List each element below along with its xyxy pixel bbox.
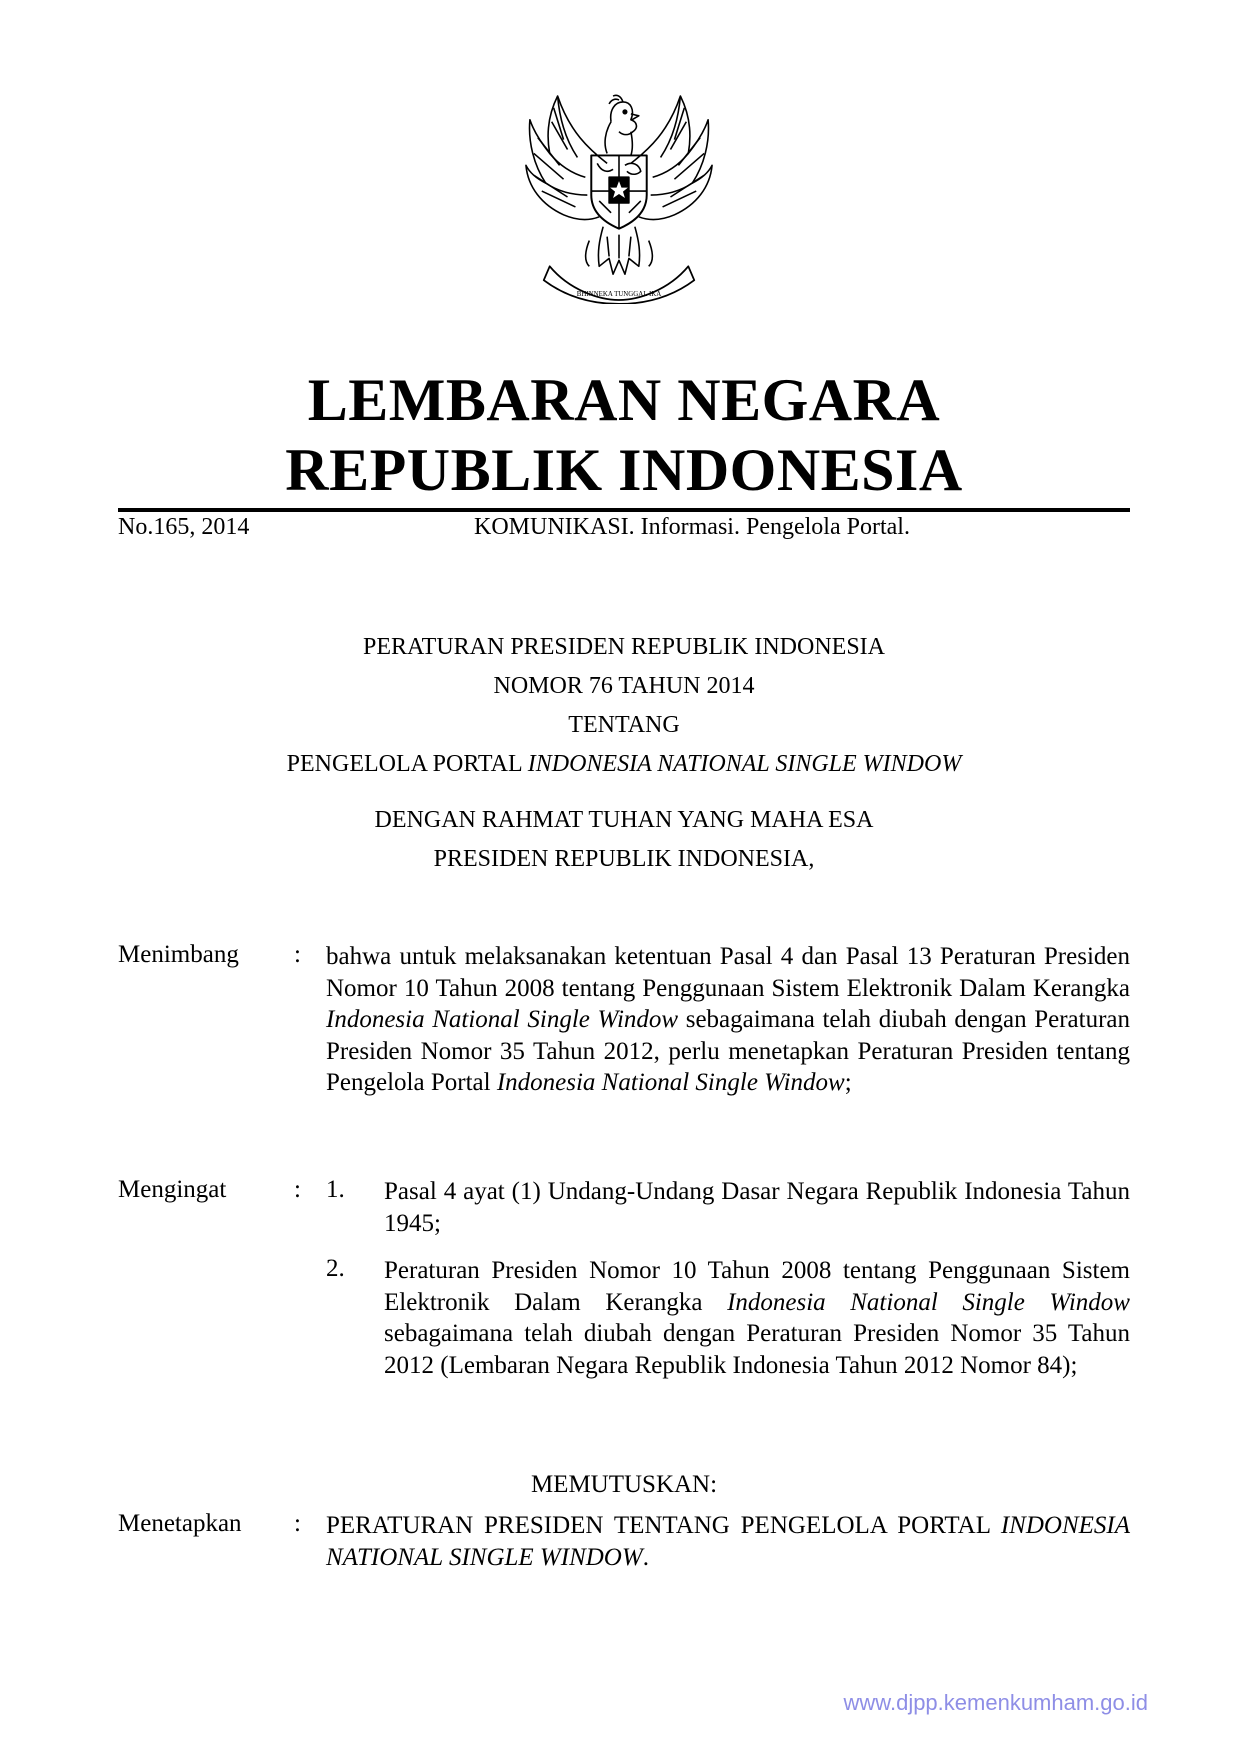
source-watermark: www.djpp.kemenkumham.go.id (843, 1690, 1148, 1715)
menetapkan-text-b: . (642, 1543, 649, 1571)
gazette-number: No.165, 2014 (118, 514, 250, 540)
menimbang-italic-2: Indonesia National Single Window (496, 1069, 845, 1096)
invocation-line1: DENGAN RAHMAT TUHAN YANG MAHA ESA (374, 807, 874, 833)
regulation-tentang: TENTANG (568, 712, 680, 738)
regulation-subject (118, 752, 1130, 776)
mengingat-item-2-text (384, 1255, 1130, 1381)
menetapkan-text-a: PERATURAN PRESIDEN TENTANG PENGELOLA PORTAL (326, 1512, 1001, 1539)
menetapkan-colon: : (294, 1510, 301, 1537)
mengingat-item-2-text-b: sebagaimana telah diubah dengan Peraturan Presiden Nomor 35 Tahun 2012 (Lembaran Negara Republik Indonesia Tahun 2012 Nomor 84); (384, 1320, 1130, 1379)
invocation-line2: PRESIDEN REPUBLIK INDONESIA, (433, 846, 815, 872)
menimbang-italic-1: Indonesia National Single Window (326, 1006, 679, 1033)
mengingat-item-2-number: 2. (326, 1255, 345, 1282)
motto-text: BHINNEKA TUNGGAL IKA (576, 291, 662, 299)
menimbang-text-c: ; (844, 1069, 852, 1096)
regulation-title: PERATURAN PRESIDEN REPUBLIK INDONESIA (362, 634, 886, 660)
memutuskan-heading: MEMUTUSKAN: (530, 1471, 718, 1498)
mengingat-item-1-number: 1. (326, 1176, 345, 1203)
mengingat-item-1-text: Pasal 4 ayat (1) Undang-Undang Dasar Negara Republik Indonesia Tahun 1945; (384, 1178, 1130, 1237)
regulation-subject-italic: INDONESIA NATIONAL SINGLE WINDOW (527, 751, 962, 777)
gazette-title-line1: LEMBARAN NEGARA (307, 367, 941, 433)
menimbang-colon: : (294, 941, 301, 968)
gazette-title-line2: REPUBLIK INDONESIA (285, 437, 963, 503)
header-divider (118, 508, 1130, 512)
menimbang-text-b: sebagaimana telah diubah dengan Peraturan Presiden Nomor 35 Tahun 2012, perlu menetapkan Peraturan Presiden tentang Pengelola Portal (326, 1006, 1130, 1096)
menimbang-text (326, 941, 1130, 1099)
menimbang-label: Menimbang (118, 941, 239, 968)
regulation-subject-prefix: PENGELOLA PORTAL (286, 751, 528, 777)
regulation-number: NOMOR 76 TAHUN 2014 (493, 673, 755, 699)
menetapkan-italic: INDONESIA NATIONAL SINGLE WINDOW (326, 1512, 1130, 1571)
mengingat-item-2-italic: Indonesia National Single Window (727, 1288, 1130, 1316)
menetapkan-text (326, 1510, 1130, 1573)
gazette-subject: KOMUNIKASI. Informasi. Pengelola Portal. (474, 514, 910, 540)
mengingat-label: Mengingat (118, 1176, 227, 1203)
mengingat-item-2-text-a: Peraturan Presiden Nomor 10 Tahun 2008 tentang Penggunaan Sistem Elektronik Dalam Kerangka (384, 1257, 1130, 1316)
garuda-pancasila-emblem (520, 92, 718, 304)
mengingat-colon: : (294, 1176, 301, 1203)
menetapkan-label: Menetapkan (118, 1510, 242, 1537)
menimbang-text-a: bahwa untuk melaksanakan ketentuan Pasal 4 dan Pasal 13 Peraturan Presiden Nomor 10 Tahun 2008 tentang Penggunaan Sistem Elektronik Dalam Kerangka (326, 943, 1130, 1002)
